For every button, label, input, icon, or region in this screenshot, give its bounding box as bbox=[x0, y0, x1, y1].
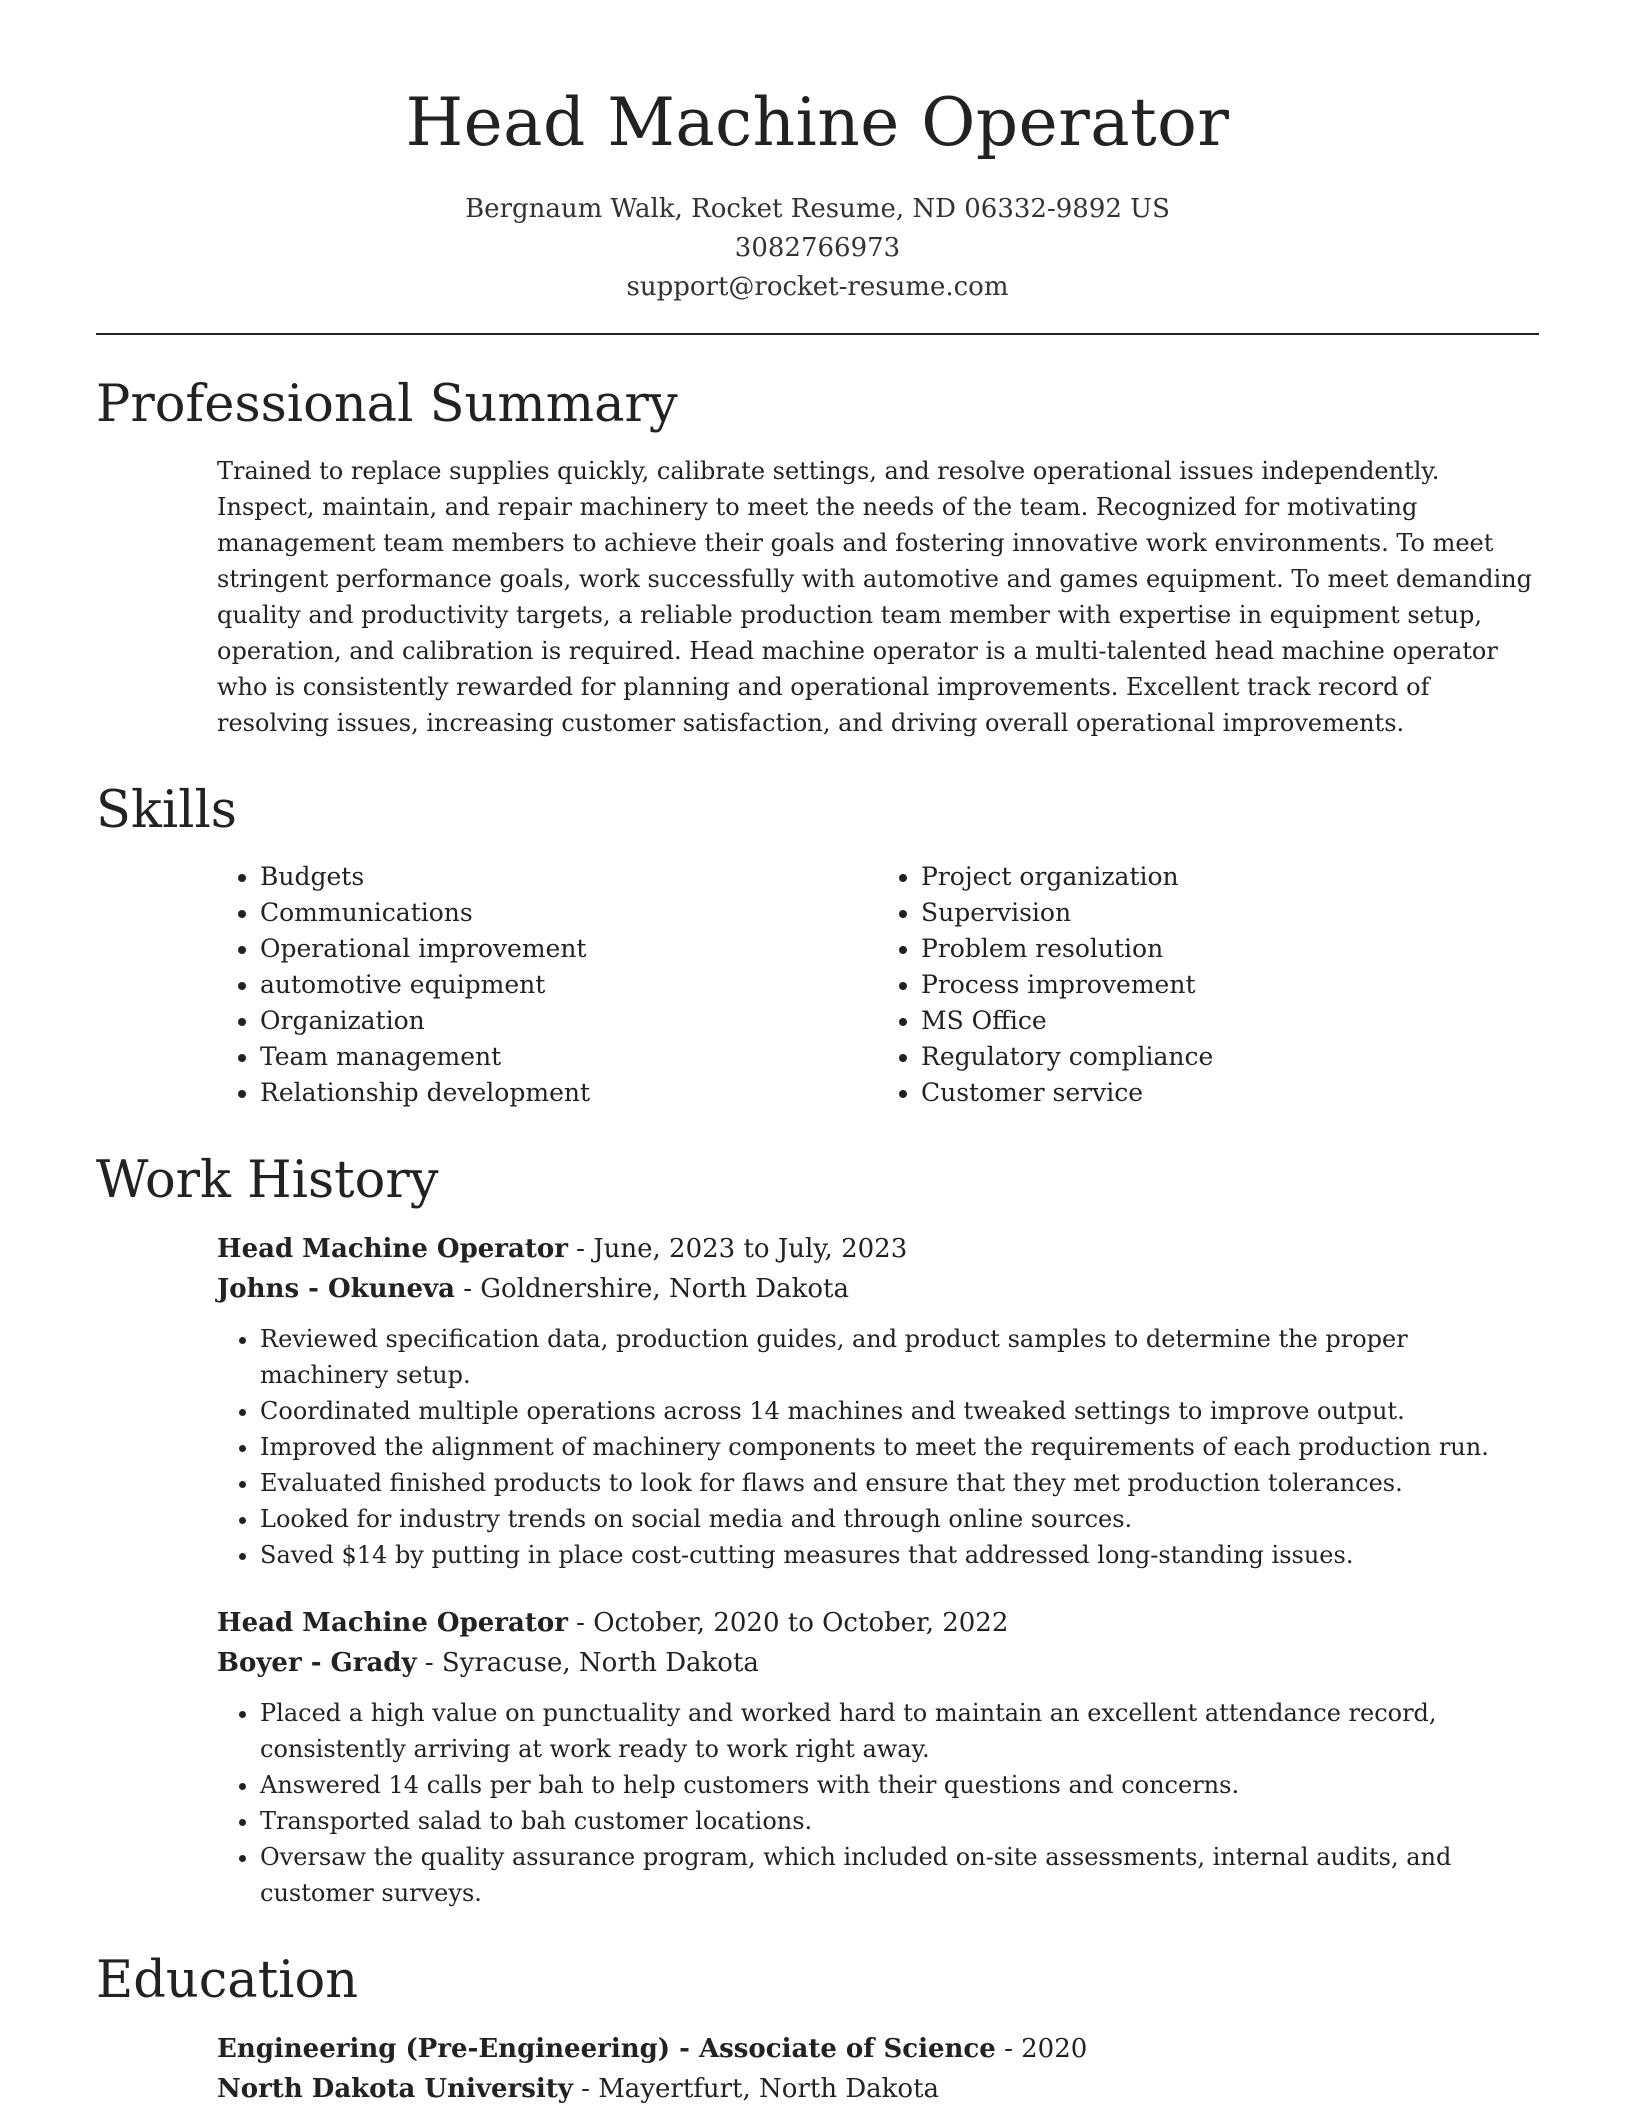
education-degree-line bbox=[217, 2029, 1539, 2069]
job-bullet: • Evaluated finished products to look for flaws and ensure that they met production tolerances. bbox=[260, 1465, 1539, 1501]
job-bullet: • Reviewed specification data, production guides, and product samples to determine the proper machinery setup. bbox=[260, 1321, 1539, 1393]
job-bullet: • Improved the alignment of machinery components to meet the requirements of each production run. bbox=[260, 1429, 1539, 1465]
job-entry bbox=[217, 1603, 1539, 1911]
job-bullet: • Oversaw the quality assurance program, which included on-site assessments, internal audits, and customer surveys. bbox=[260, 1839, 1539, 1911]
skills-list bbox=[217, 859, 1539, 1111]
job-company: Johns - Okuneva bbox=[217, 1274, 455, 1305]
job-title-line bbox=[217, 1603, 1539, 1643]
job-bullet: • Coordinated multiple operations across 14 machines and tweaked settings to improve output. bbox=[260, 1393, 1539, 1429]
job-bullet: • Answered 14 calls per bah to help customers with their questions and concerns. bbox=[260, 1767, 1539, 1803]
skills-column-left bbox=[217, 859, 878, 1111]
skill-item: • Budgets bbox=[260, 859, 878, 895]
education-school: North Dakota University bbox=[217, 2074, 573, 2105]
skills-column-right bbox=[878, 859, 1539, 1111]
summary-heading: Professional Summary bbox=[96, 374, 678, 434]
header-divider bbox=[96, 333, 1539, 335]
skill-item: • MS Office bbox=[921, 1003, 1539, 1039]
skill-item: • Project organization bbox=[921, 859, 1539, 895]
job-role: Head Machine Operator bbox=[217, 1608, 568, 1639]
job-bullet: • Transported salad to bah customer locations. bbox=[260, 1803, 1539, 1839]
job-entry bbox=[217, 1229, 1539, 1573]
job-bullets bbox=[217, 1695, 1539, 1911]
skill-item: • Team management bbox=[260, 1039, 878, 1075]
skill-item: • Operational improvement bbox=[260, 931, 878, 967]
skill-item: • Process improvement bbox=[921, 967, 1539, 1003]
skill-item: • Communications bbox=[260, 895, 878, 931]
resume-page bbox=[96, 80, 1539, 2109]
job-bullet: • Placed a high value on punctuality and worked hard to maintain an excellent attendance record, consistently arriving at work ready to work right away. bbox=[260, 1695, 1539, 1767]
education-school-line bbox=[217, 2069, 1539, 2109]
resume-name: Head Machine Operator bbox=[405, 84, 1230, 161]
education-degree: Engineering (Pre-Engineering) - Associate of Science bbox=[217, 2034, 996, 2065]
contact-email: support@rocket-resume.com bbox=[626, 271, 1009, 302]
work-history-section bbox=[96, 1150, 1539, 1911]
skills-heading: Skills bbox=[96, 780, 237, 840]
education-year: - 2020 bbox=[995, 2034, 1088, 2065]
skill-item: • Customer service bbox=[921, 1075, 1539, 1111]
job-bullet: • Saved $14 by putting in place cost-cutting measures that addressed long-standing issues. bbox=[260, 1537, 1539, 1573]
job-company: Boyer - Grady bbox=[217, 1648, 417, 1679]
skill-item: • Organization bbox=[260, 1003, 878, 1039]
job-company-line bbox=[217, 1643, 1539, 1683]
summary-text: Trained to replace supplies quickly, calibrate settings, and resolve operational issues independently. Inspect, maintain, and repair machinery to meet the needs of the team. Recognized for motivating management team members to achieve their goals and fostering innovative work environments. To meet stringent performance goals, work successfully with automotive and games equipment. To meet demanding quality and productivity targets, a reliable production team member with expertise in equipment setup, operation, and calibration is required. Head machine operator is a multi-talented head machine operator who is consistently rewarded for planning and operational improvements. Excellent track record of resolving issues, increasing customer satisfaction, and driving overall operational improvements. bbox=[217, 456, 1532, 737]
contact-address: Bergnaum Walk, Rocket Resume, ND 06332-9892 US bbox=[465, 193, 1170, 224]
job-bullet: • Looked for industry trends on social media and through online sources. bbox=[260, 1501, 1539, 1537]
contact-phone: 3082766973 bbox=[734, 232, 901, 263]
work-history-heading: Work History bbox=[96, 1150, 439, 1210]
skills-section bbox=[96, 780, 1539, 1111]
job-dates: - October, 2020 to October, 2022 bbox=[567, 1608, 1009, 1639]
contact-block bbox=[96, 190, 1539, 307]
job-role: Head Machine Operator bbox=[217, 1234, 568, 1265]
education-section bbox=[96, 1953, 1539, 2109]
job-location: - Syracuse, North Dakota bbox=[416, 1648, 759, 1679]
skill-item: • Problem resolution bbox=[921, 931, 1539, 967]
summary-section bbox=[96, 374, 1539, 741]
job-bullets bbox=[217, 1321, 1539, 1573]
resume-header bbox=[96, 80, 1539, 307]
skill-item: • Relationship development bbox=[260, 1075, 878, 1111]
job-dates: - June, 2023 to July, 2023 bbox=[567, 1234, 908, 1265]
skill-item: • automotive equipment bbox=[260, 967, 878, 1003]
skill-item: • Supervision bbox=[921, 895, 1539, 931]
job-title-line bbox=[217, 1229, 1539, 1269]
skill-item: • Regulatory compliance bbox=[921, 1039, 1539, 1075]
education-heading: Education bbox=[96, 1951, 359, 2011]
job-location: - Goldnershire, North Dakota bbox=[454, 1274, 849, 1305]
job-company-line bbox=[217, 1269, 1539, 1309]
education-location: - Mayertfurt, North Dakota bbox=[572, 2074, 940, 2105]
